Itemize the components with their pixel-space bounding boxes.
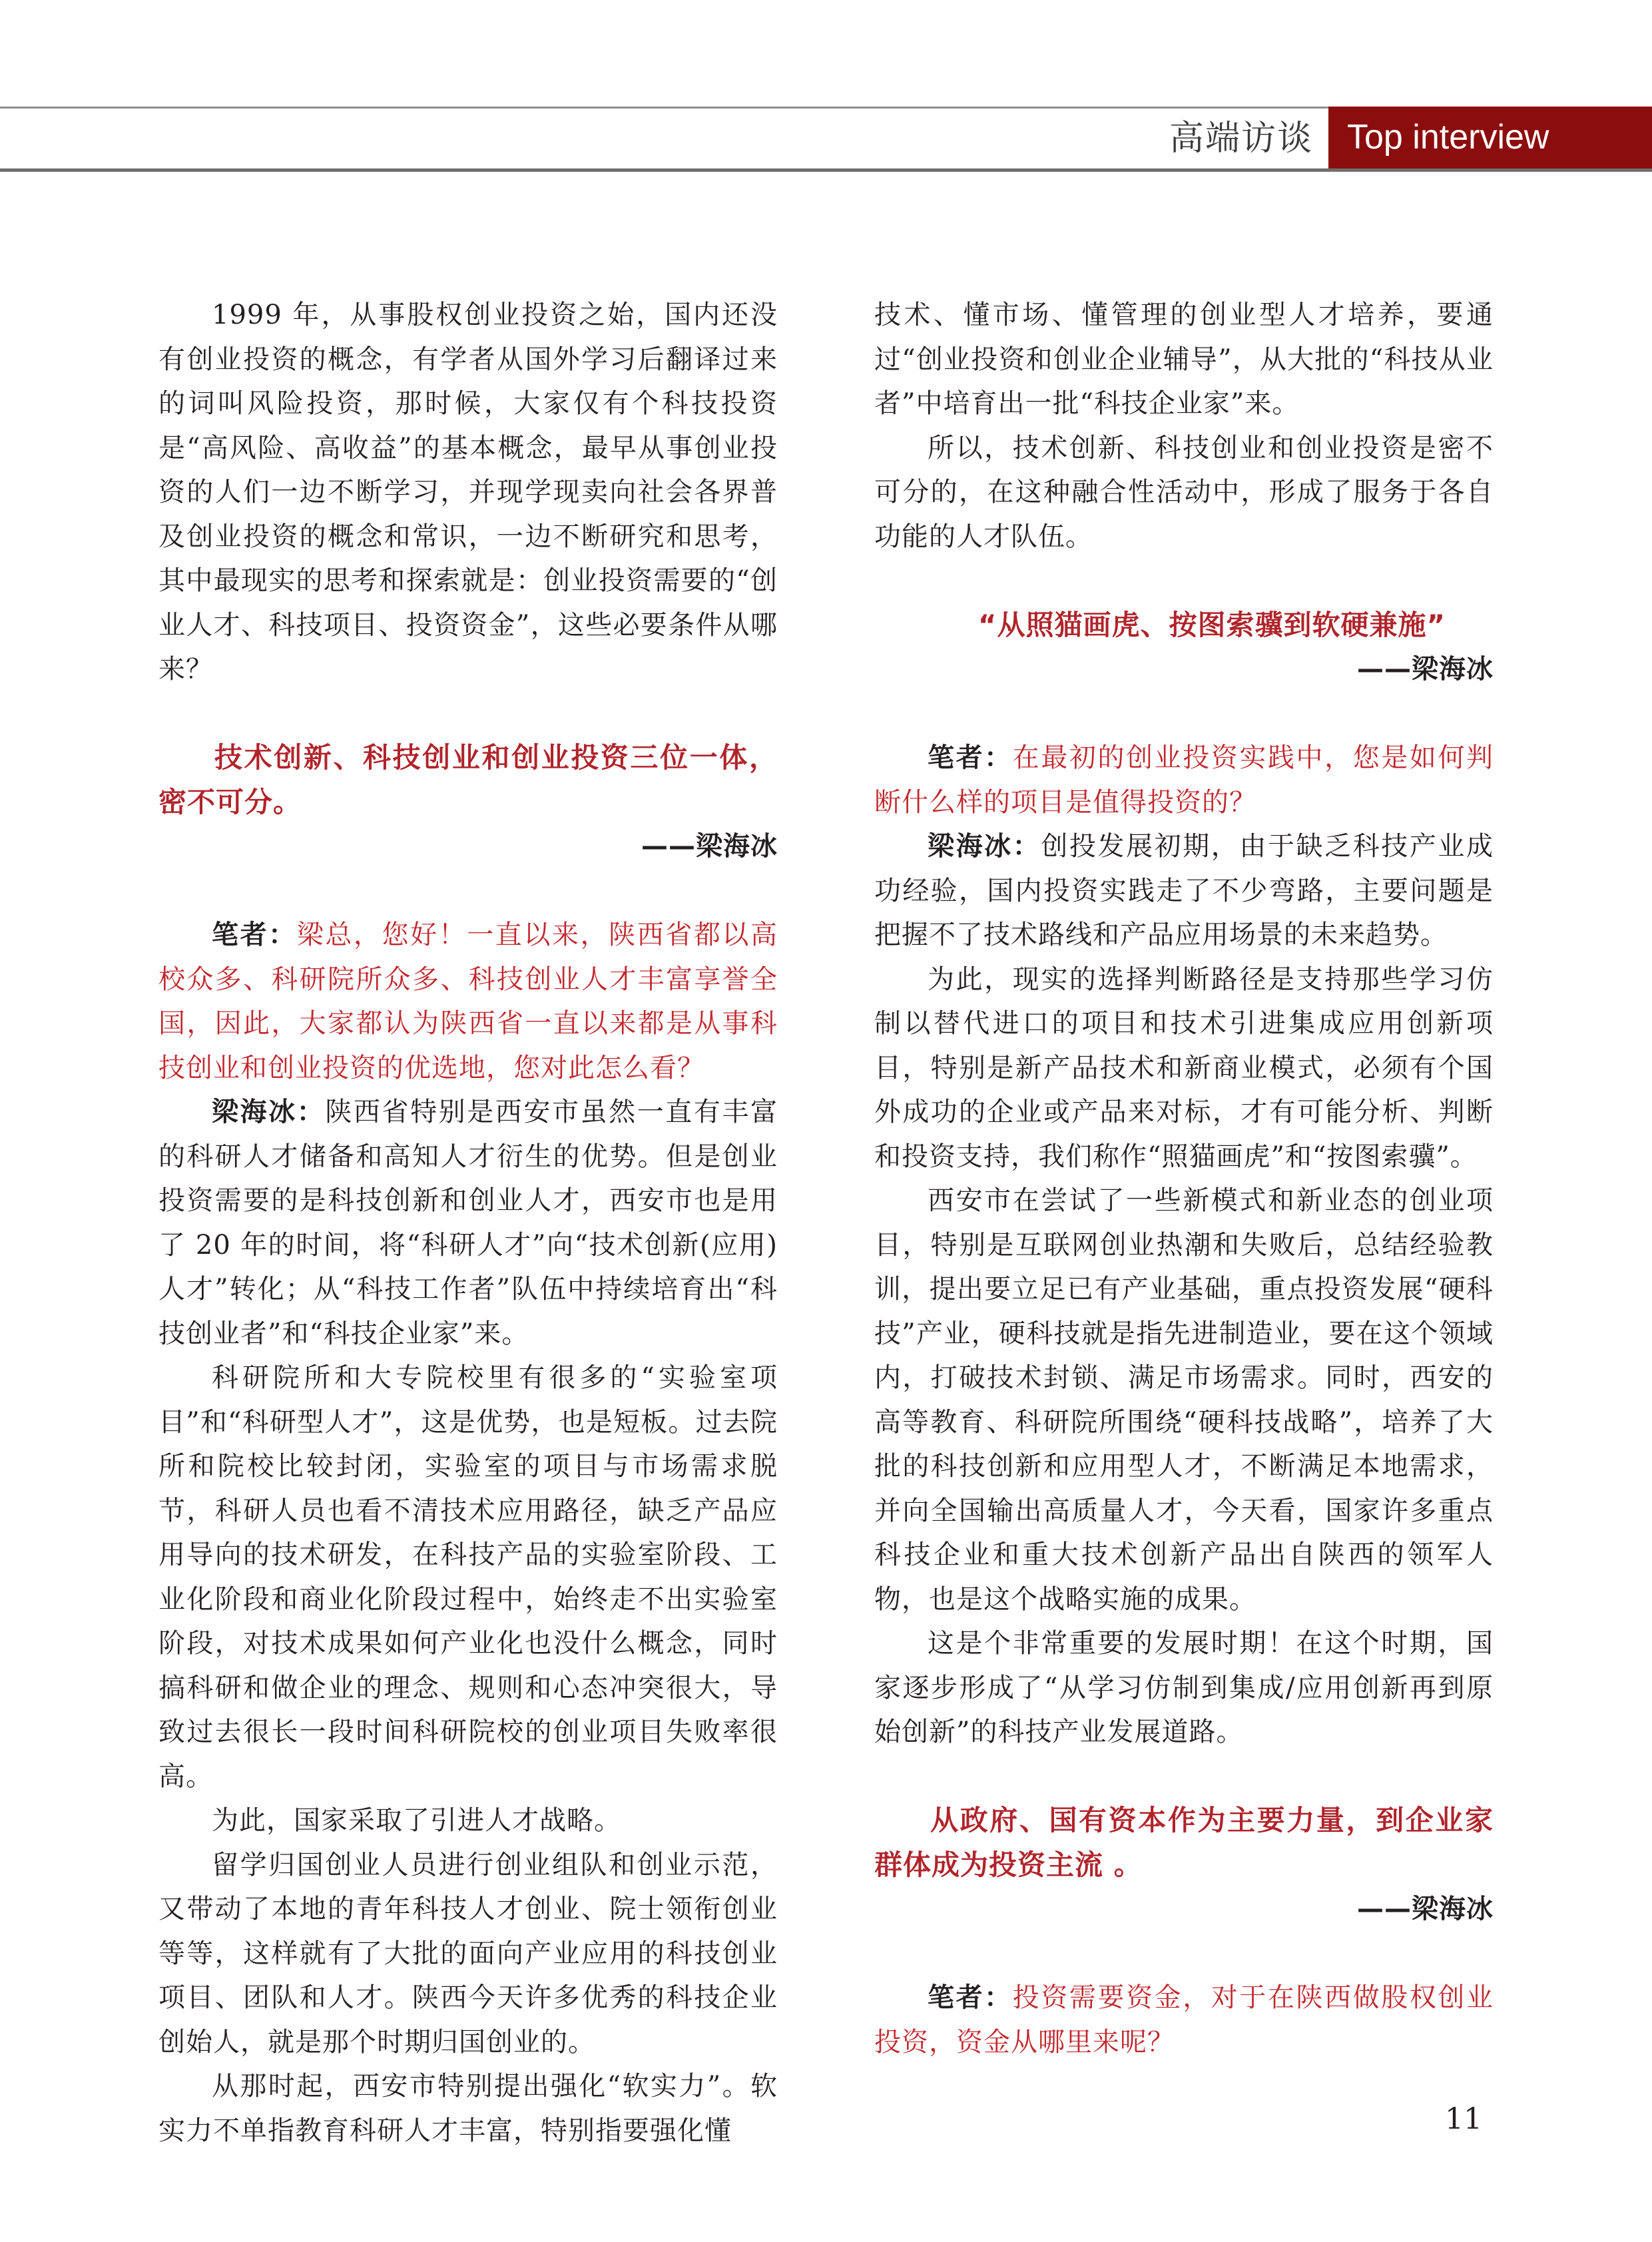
interviewee-label: 梁海冰： bbox=[212, 1097, 326, 1127]
paragraph: 这是个非常重要的发展时期！在这个时期，国家逐步形成了“从学习仿制到集成/应用创新再到原始创新”的科技产业发展道路。 bbox=[874, 1628, 1494, 1747]
question-text: 在最初的创业投资实践中，您是如何判断什么样的项目是值得投资的？ bbox=[874, 742, 1494, 818]
interviewer-question bbox=[874, 736, 1494, 824]
interviewee-answer bbox=[158, 1090, 778, 1356]
right-column bbox=[874, 293, 1494, 2064]
interviewer-label: 笔者： bbox=[928, 1982, 1013, 2013]
page-number: 11 bbox=[1445, 2102, 1482, 2136]
paragraph: 技术、懂市场、懂管理的创业型人才培养，要通过“创业投资和创业企业辅导”，从大批的“科技从业者”中培育出一批“科技企业家”来。 bbox=[874, 300, 1494, 419]
paragraph: 西安市在尝试了一些新模式和新业态的创业项目，特别是互联网创业热潮和失败后，总结经验教训，提出要立足已有产业基础，重点投资发展“硬科技”产业，硬科技就是指先进制造业，要在这个领域内，打破技术封锁、满足市场需求。同时，西安的高等教育、科研院所围绕“硬科技战略”，培养了大批的科技创新和应用型人才，不断满足本地需求，并向全国输出高质量人才，今天看，国家许多重点科技企业和重大技术创新产品出自陕西的领军人物，也是这个战略实施的成果。 bbox=[874, 1185, 1494, 1615]
question-text: 梁总，您好！一直以来，陕西省都以高校众多、科研院所众多、科技创业人才丰富享誉全国，因此，大家都认为陕西省一直以来都是从事科技创业和创业投资的优选地，您对此怎么看？ bbox=[158, 920, 778, 1083]
quote-signature: ——梁海冰 bbox=[1357, 1894, 1494, 1924]
paragraph: 所以，技术创新、科技创业和创业投资是密不可分的，在这种融合性活动中，形成了服务于各自功能的人才队伍。 bbox=[874, 432, 1494, 552]
header-bottom-rule bbox=[0, 168, 1652, 172]
interviewer-question bbox=[874, 1976, 1494, 2064]
section-title-cn: 高端访谈 bbox=[1169, 119, 1313, 158]
section-title-en: Top interview bbox=[1347, 118, 1549, 156]
answer-text: 陕西省特别是西安市虽然一直有丰富的科研人才储备和高知人才衍生的优势。但是创业投资需要的是科技创新和创业人才，西安市也是用了 20 年的时间，将“科研人才”向“技术创新(应用)人才”转化；从“科技工作者”队伍中持续培育出“科技创业者”和“科技企业家”来。 bbox=[158, 1097, 778, 1349]
interviewer-label: 笔者： bbox=[212, 920, 297, 950]
answer-text: 创投发展初期，由于缺乏科技产业成功经验，国内投资实践走了不少弯路，主要问题是把握不了技术路线和产品应用场景的未来趋势。 bbox=[874, 831, 1494, 950]
paragraph: 留学归国创业人员进行创业组队和创业示范，又带动了本地的青年科技人才创业、院士领衔创业等等，这样就有了大批的面向产业应用的科技创业项目、团队和人才。陕西今天许多优秀的科技企业创始人，就是那个时期归国创业的。 bbox=[158, 1849, 778, 2058]
pull-quote: 从政府、国有资本作为主要力量，到企业家群体成为投资主流 。 bbox=[874, 1804, 1494, 1881]
interviewer-question bbox=[158, 913, 778, 1090]
paragraph: 从那时起，西安市特别提出强化“软实力”。软实力不单指教育科研人才丰富，特别指要强化懂 bbox=[158, 2071, 778, 2146]
quote-signature: ——梁海冰 bbox=[641, 831, 778, 862]
quote-signature: ——梁海冰 bbox=[1357, 654, 1494, 685]
interviewee-label: 梁海冰： bbox=[928, 831, 1041, 862]
interviewer-label: 笔者： bbox=[928, 742, 1013, 773]
left-column bbox=[158, 293, 778, 2153]
interviewee-answer bbox=[874, 824, 1494, 958]
paragraph: 为此，国家采取了引进人才战略。 bbox=[212, 1805, 621, 1836]
paragraph: 为此，现实的选择判断路径是支持那些学习仿制以替代进口的项目和技术引进集成应用创新项目，特别是新产品技术和新商业模式，必须有个国外成功的企业或产品来对标，才有可能分析、判断和投资支持，我们称作“照猫画虎”和“按图索骥”。 bbox=[874, 964, 1494, 1172]
pull-quote: 技术创新、科技创业和创业投资三位一体，密不可分。 bbox=[158, 741, 778, 818]
pull-quote: “从照猫画虎、按图索骥到软硬兼施” bbox=[977, 608, 1446, 641]
paragraph: 科研院所和大专院校里有很多的“实验室项目”和“科研型人才”，这是优势，也是短板。过去院所和院校比较封闭，实验室的项目与市场需求脱节，科研人员也看不清技术应用路径，缺乏产品应用导向的技术研发，在科技产品的实验室阶段、工业化阶段和商业化阶段过程中，始终走不出实验室阶段，对技术成果如何产业化也没什么概念，同时搞科研和做企业的理念、规则和心态冲突很大，导致过去很长一段时间科研院校的创业项目失败率很高。 bbox=[158, 1362, 778, 1792]
question-text: 投资需要资金，对于在陕西做股权创业投资，资金从哪里来呢？ bbox=[874, 1982, 1494, 2058]
paragraph: 1999 年，从事股权创业投资之始，国内还没有创业投资的概念，有学者从国外学习后翻译过来的词叫风险投资，那时候，大家仅有个科技投资是“高风险、高收益”的基本概念，最早从事创业投资的人们一边不断学习，并现学现卖向社会各界普及创业投资的概念和常识，一边不断研究和思考，其中最现实的思考和探索就是：创业投资需要的“创业人才、科技项目、投资资金”，这些必要条件从哪来？ bbox=[158, 300, 778, 685]
section-banner bbox=[1328, 107, 1652, 168]
